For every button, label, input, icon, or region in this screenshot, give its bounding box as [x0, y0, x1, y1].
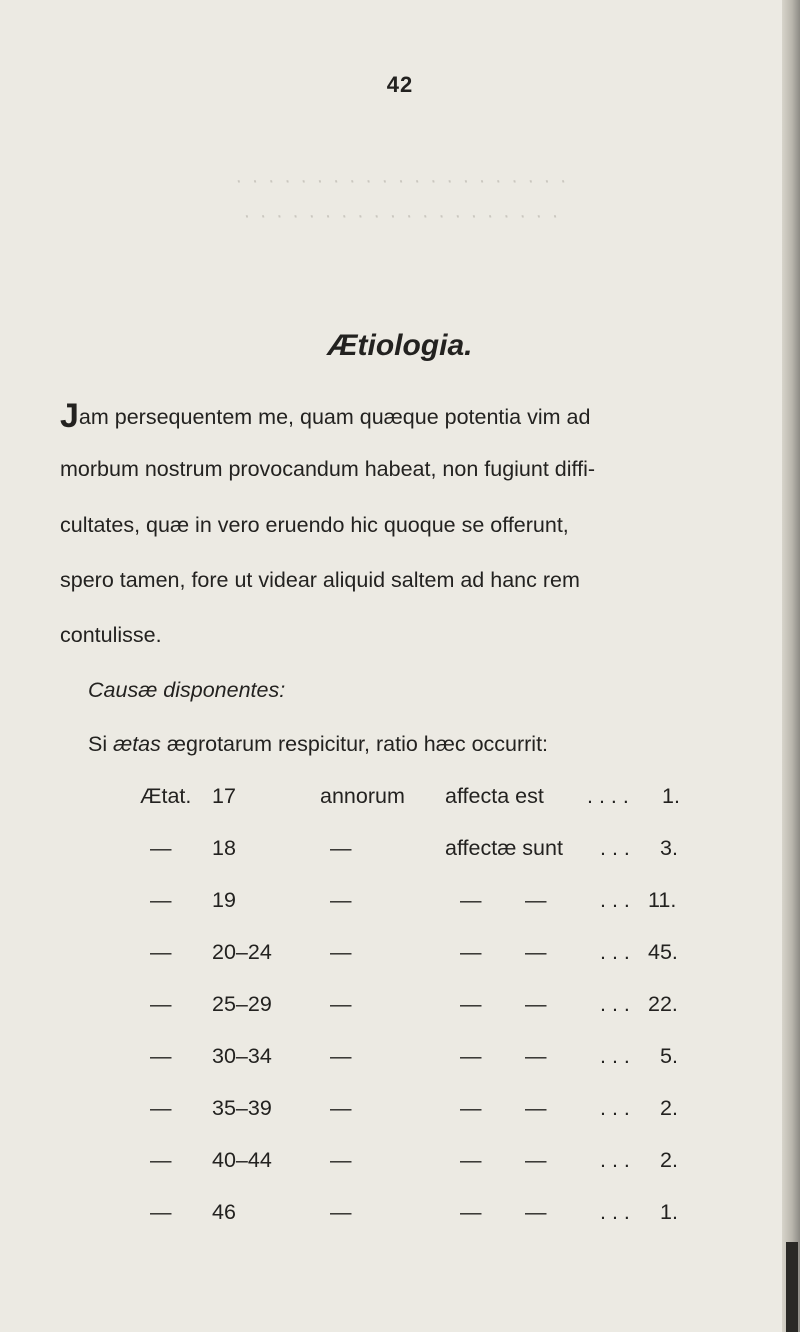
paragraph-line	[60, 399, 590, 433]
table-row	[0, 1150, 800, 1180]
intro-line	[88, 734, 548, 756]
row-unit: —	[330, 940, 352, 964]
row-verb: —	[460, 888, 482, 912]
row-age: 30–34	[212, 1044, 272, 1068]
row-verb: —	[460, 940, 482, 964]
paragraph-line: contulisse.	[60, 623, 162, 647]
row-dots: . . .	[600, 1200, 630, 1224]
row-age: 17	[212, 784, 236, 808]
row-verb: —	[460, 1148, 482, 1172]
row-verb: —	[460, 1044, 482, 1068]
page-edge	[782, 0, 800, 1332]
table-row	[0, 942, 800, 972]
row-unit: —	[330, 888, 352, 912]
row-dots: . . . .	[587, 784, 629, 808]
table-row	[0, 1098, 800, 1128]
row-verb: —	[460, 1096, 482, 1120]
row-verb-2: —	[525, 1044, 547, 1068]
row-unit: —	[330, 1044, 352, 1068]
row-dots: . . .	[600, 888, 630, 912]
row-age: 20–24	[212, 940, 272, 964]
row-age: 18	[212, 836, 236, 860]
row-verb: —	[460, 992, 482, 1016]
row-dots: . . .	[600, 836, 630, 860]
intro-term: ætas	[113, 732, 161, 756]
row-label: —	[150, 992, 172, 1016]
row-label: —	[150, 940, 172, 964]
row-age: 25–29	[212, 992, 272, 1016]
row-label: —	[150, 1148, 172, 1172]
row-verb-2: —	[525, 1200, 547, 1224]
paragraph-text: am persequentem me, quam quæque potentia vim ad	[78, 405, 591, 429]
row-dots: . . .	[600, 1148, 630, 1172]
page-number: 42	[386, 72, 414, 97]
row-label: —	[150, 1044, 172, 1068]
row-age: 46	[212, 1200, 236, 1224]
row-count: 2.	[660, 1148, 678, 1172]
row-age: 40–44	[212, 1148, 272, 1172]
row-verb-2: —	[525, 1148, 547, 1172]
row-dots: . . .	[600, 940, 630, 964]
section-heading: Ætiologia.	[327, 329, 473, 362]
table-row	[0, 838, 800, 868]
row-count: 45.	[648, 940, 678, 964]
row-verb-2: —	[525, 992, 547, 1016]
bleed-through-text: · · · · · · · · · · · · · · · · · · · · ·	[233, 170, 567, 192]
row-age: 19	[212, 888, 236, 912]
subheading: Causæ disponentes:	[88, 678, 286, 702]
page-edge-shadow	[786, 1242, 798, 1332]
row-verb-2: —	[525, 1096, 547, 1120]
intro-prefix: Si	[88, 732, 114, 756]
row-label: —	[150, 888, 172, 912]
row-count: 5.	[660, 1044, 678, 1068]
table-row	[0, 994, 800, 1024]
row-count: 22.	[648, 992, 678, 1016]
row-dots: . . .	[600, 1044, 630, 1068]
paragraph-line: cultates, quæ in vero eruendo hic quoque se offerunt,	[60, 513, 569, 537]
paragraph-line: morbum nostrum provocandum habeat, non fugiunt diffi-	[60, 457, 596, 481]
row-count: 11.	[648, 888, 677, 912]
row-verb: —	[460, 1200, 482, 1224]
row-verb: affectæ sunt	[445, 836, 563, 860]
row-count: 3.	[660, 836, 678, 860]
row-label: —	[150, 836, 172, 860]
row-verb-2: —	[525, 888, 547, 912]
table-row	[0, 786, 800, 816]
row-unit: —	[330, 1096, 352, 1120]
row-label: —	[150, 1096, 172, 1120]
row-label: Ætat.	[140, 784, 192, 808]
row-unit: —	[330, 1148, 352, 1172]
intro-rest: ægrotarum respicitur, ratio hæc occurrit:	[160, 732, 549, 756]
table-row	[0, 1202, 800, 1232]
row-verb-2: —	[525, 940, 547, 964]
row-unit: —	[330, 992, 352, 1016]
row-age: 35–39	[212, 1096, 272, 1120]
row-label: —	[150, 1200, 172, 1224]
row-unit: annorum	[320, 784, 405, 808]
row-unit: —	[330, 1200, 352, 1224]
drop-cap: J	[60, 397, 79, 435]
paragraph-line: spero tamen, fore ut videar aliquid saltem ad hanc rem	[60, 568, 580, 592]
row-verb: affecta est	[445, 784, 544, 808]
row-count: 1.	[660, 1200, 678, 1224]
bleed-through-text: · · · · · · · · · · · · · · · · · · · ·	[241, 205, 559, 227]
table-row	[0, 890, 800, 920]
row-dots: . . .	[600, 992, 630, 1016]
row-count: 2.	[660, 1096, 678, 1120]
row-count: 1.	[662, 784, 680, 808]
table-row	[0, 1046, 800, 1076]
row-dots: . . .	[600, 1096, 630, 1120]
row-unit: —	[330, 836, 352, 860]
